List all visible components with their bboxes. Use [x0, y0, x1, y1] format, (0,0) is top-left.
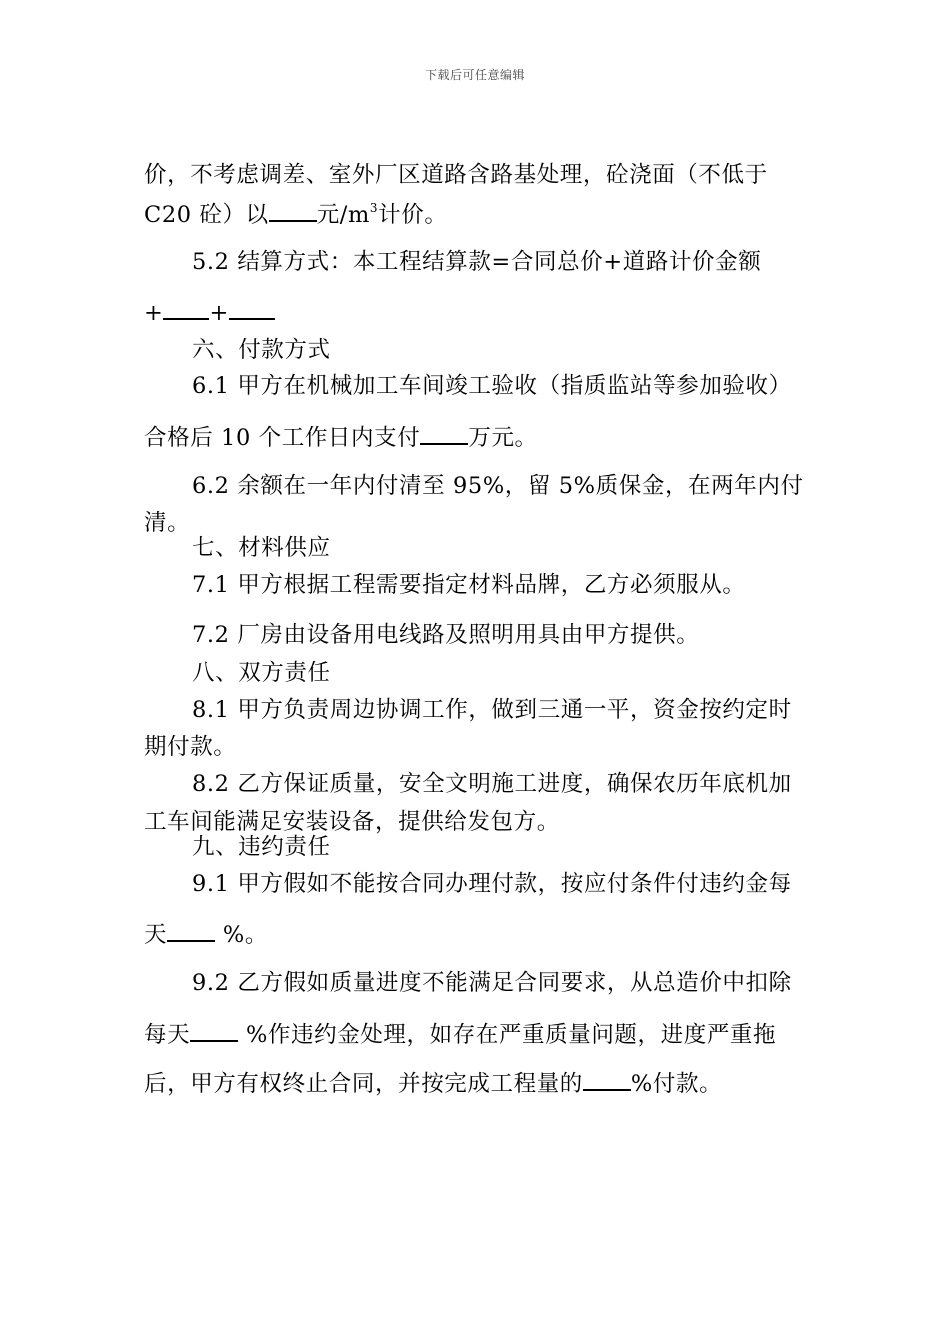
text-line: 期付款。: [144, 734, 237, 760]
clause-9-1: 9.1 甲方假如不能按合同办理付款，按应付条件付违约金每: [192, 871, 792, 897]
clause-7-1: 7.1 甲方根据工程需要指定材料品牌，乙方必须服从。: [192, 572, 746, 598]
text-line: [144, 920, 268, 948]
superscript: 3: [369, 200, 379, 215]
fill-blank: [269, 200, 317, 222]
fill-blank: [229, 298, 275, 320]
text-segment: %作违约金处理，如存在严重质量问题，进度严重拖: [238, 1022, 777, 1048]
section-heading: 七、材料供应: [192, 535, 331, 561]
text-line: 工车间能满足安装设备，提供给发包方。: [144, 809, 560, 835]
text-segment: 合格后 10 个工作日内支付: [144, 425, 421, 451]
text-segment: 元/m: [316, 202, 370, 228]
text-segment: +: [144, 300, 164, 326]
fill-blank: [583, 1069, 631, 1091]
text-line: [144, 1020, 776, 1048]
text-segment: 计价。: [378, 202, 448, 228]
section-heading: 六、付款方式: [192, 337, 331, 363]
text-segment: %。: [215, 922, 268, 948]
clause-6-1: 6.1 甲方在机械加工车间竣工验收（指质监站等参加验收）: [192, 373, 792, 399]
clause-5-2: 5.2 结算方式：本工程结算款=合同总价+道路计价金额: [192, 249, 762, 275]
clause-7-2: 7.2 厂房由设备用电线路及照明用具由甲方提供。: [192, 622, 700, 648]
text-segment: 每天: [144, 1022, 191, 1048]
text-segment: C20 砼）以: [144, 202, 269, 228]
section-heading: 九、违约责任: [192, 834, 331, 860]
text-segment: 后，甲方有权终止合同，并按完成工程量的: [144, 1071, 583, 1097]
text-segment: 天: [144, 922, 168, 948]
clause-8-2: 8.2 乙方保证质量，安全文明施工进度，确保农历年底机加: [192, 771, 792, 797]
text-segment: %付款。: [630, 1071, 723, 1097]
fill-blank: [167, 920, 215, 942]
text-line: [144, 298, 275, 326]
text-line: [144, 1069, 722, 1097]
text-segment: +: [209, 300, 229, 326]
clause-8-1: 8.1 甲方负责周边协调工作，做到三通一平，资金按约定时: [192, 697, 792, 723]
fill-blank: [420, 423, 468, 445]
clause-9-2: 9.2 乙方假如质量进度不能满足合同要求，从总造价中扣除: [192, 970, 792, 996]
clause-6-2: 6.2 余额在一年内付清至 95%，留 5%质保金，在两年内付: [192, 473, 804, 499]
fill-blank: [190, 1020, 238, 1042]
page-header: 下载后可任意编辑: [424, 68, 525, 82]
text-line: [144, 200, 447, 228]
text-segment: 万元。: [468, 425, 538, 451]
fill-blank: [163, 298, 209, 320]
text-line: 清。: [144, 510, 191, 536]
text-line: 价，不考虑调差、室外厂区道路含路基处理，砼浇面（不低于: [144, 162, 768, 188]
text-line: [144, 423, 538, 451]
section-heading: 八、双方责任: [192, 660, 331, 686]
